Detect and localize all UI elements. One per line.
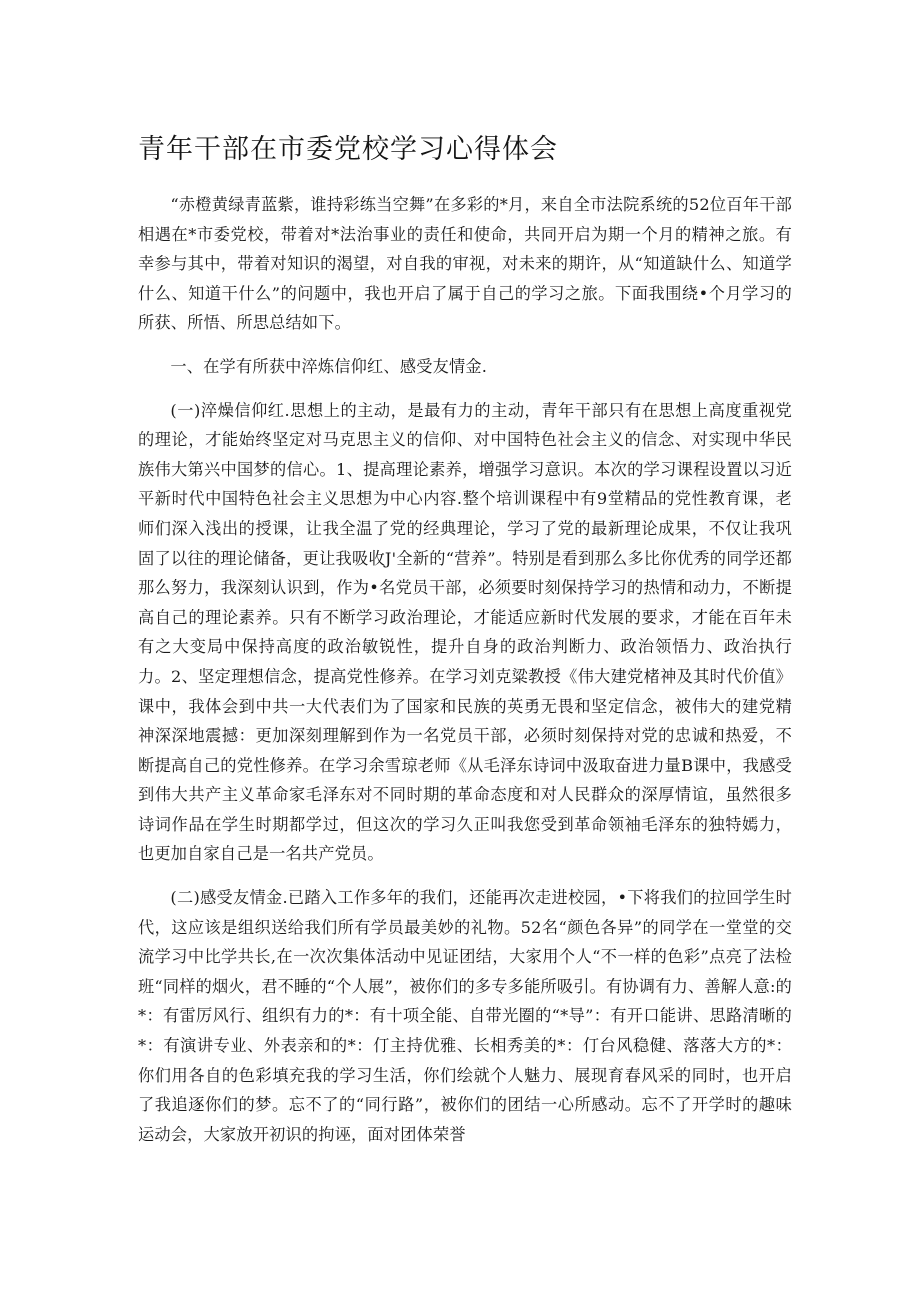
document-title: 青年干部在市委党校学习心得体会 [138, 134, 558, 165]
paragraph-intro: “赤橙黄绿青蓝紫，谁持彩练当空舞”在多彩的*月，来自全市法院系统的52位百年干部相遇在*市委党校，带着对*法治事业的责任和使命，共同开启为期一个月的精神之旅。有幸参与其中，带着对知识的渴望，对自我的审视，对未来的期许，从“知道缺什么、知道学什么、知道干什么”的问题中，我也开启了属于自己的学习之旅。下面我围绕•个月学习的所获、所悟、所思总结如下。 [138, 195, 792, 333]
paragraph-section-1-2: (二)感受友情金.已踏入工作多年的我们，还能再次走进校园，•下将我们的拉回学生时代，这应该是组织送给我们所有学员最美妙的礼物。52名“颜色各异”的同学在一堂堂的交流学习中比学共长,在一次次集体活动中见证团结，大家用个人“不一样的色彩”点亮了法检班“同样的烟火，君不睡的“个人展”，被你们的多专多能所吸引。有协调有力、善解人意:的*：有雷厉风行、组织有力的*：有十项全能、自带光圈的“*导”：有开口能讲、思路清晰的*：有演讲专业、外表亲和的*：仃主持优雅、长相秀美的*：仃台风稳健、落落大方的*：你们用各自的色彩填充我的学习生活，你们绘就个人魅力、展现育春风采的同时，也开启了我追逐你们的梦。忘不了的“同行路”，被你们的团结一心所感动。忘不了开学时的趣味运动会，大家放开初识的拘诬，面对团体荣誉 [138, 888, 792, 1144]
section-heading-1: 一、在学有所获中淬炼信仰红、感受友情金. [170, 356, 488, 376]
paragraph-section-1-1: (一)淬燥信仰红.思想上的主动，是最有力的主动，青年干部只有在思想上高度重视党的理论，才能始终坚定对马克思主义的信仰、对中国特色社会主义的信念、对实现中华民族伟大第兴中国梦的信心。1、提高理论素养，增强学习意识。本次的学习课程设置以习近平新时代中国特色社会主义思想为中心内容.整个培训课程中有9堂精品的党性教育课，老师们深入浅出的授课，让我全温了党的经典理论，学习了党的最新理论成果，不仅让我巩固了以往的理论储备，更让我吸收J'全新的“营养”。特别是看到那么多比你优秀的同学还都那么努力，我深刻认识到，作为•名党员干部，必须要时刻保持学习的热情和动力，不断提高自己的理论素养。只有不断学习政治理论，才能适应新时代发展的要求，才能在百年未有之大变局中保持高度的政治敏锐性，提升自身的政治判断力、政治领悟力、政治执行力。2、坚定理想信念，提高党性修养。在学习刘克粱教授《伟大建党楮神及其时代价值》课中，我体会到中共一大代表们为了国家和民族的英勇无畏和坚定信念，被伟大的建党精神深深地震撼：更加深刻理解到作为一名党员干部，必须时刻保持对党的忠诚和热爱，不断提高自己的党性修养。在学习余雪琼老师《从毛泽东诗词中汲取奋进力量B课中，我感受到伟大共产主义革命家毛泽东对不同时期的革命态度和对人民群众的深厚情谊，虽然很多诗词作品在学生时期都学过，但这次的学习久正叫我您受到革命领袖毛泽东的独特嫣力，也更加自家自己是一名共产党员。 [138, 400, 792, 864]
